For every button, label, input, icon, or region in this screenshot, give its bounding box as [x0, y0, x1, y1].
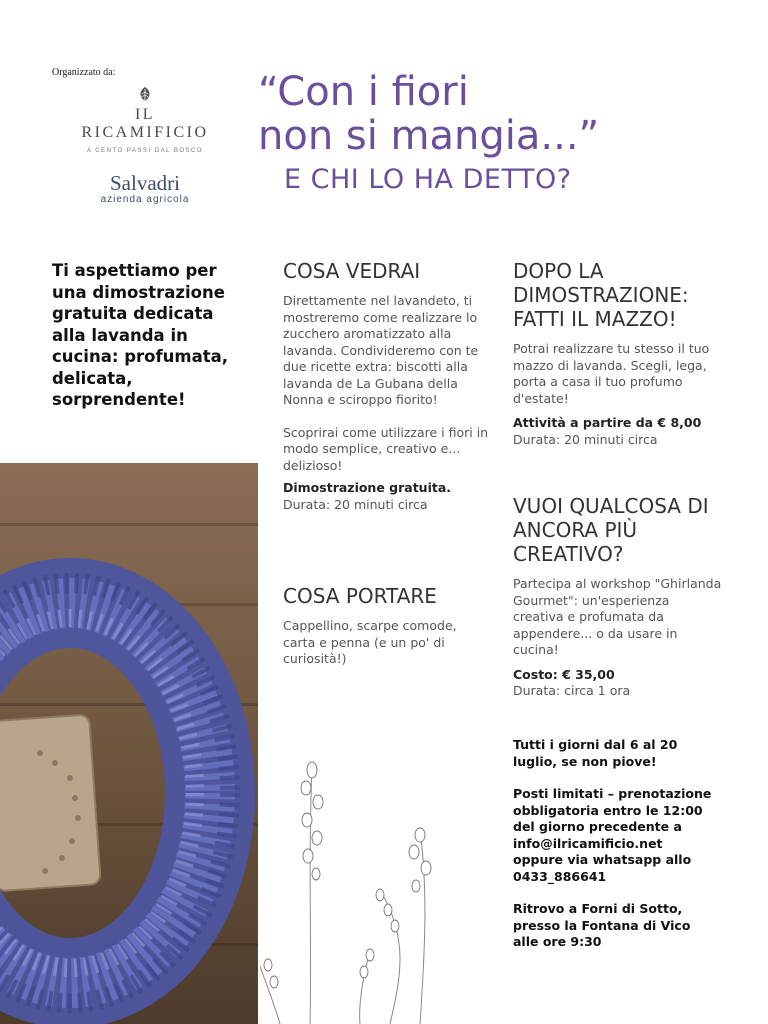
cosa-portare-title: COSA PORTARE [283, 584, 437, 608]
dopo-text: Potrai realizzare tu stesso il tuo mazzo di lavanda. Scegli, lega, porta a casa il tuo profumo d'estate! [513, 341, 710, 406]
workshop-price: Costo: € 35,00 [513, 666, 615, 682]
cosa-vedrai-duration: Durata: 20 minuti circa [283, 496, 428, 512]
workshop-text: Partecipa al workshop "Ghirlanda Gourmet": un'esperienza creativa e profumata da appendere... o da usare in cucina! [513, 576, 722, 657]
headline [258, 70, 599, 198]
salvadri-logo [95, 172, 195, 205]
dopo-price: Attività a partire da € 8,00 [513, 415, 702, 430]
workshop-title: VUOI QUALCOSA DI ANCORA PIÙ CREATIVO? [513, 494, 709, 566]
phone-number[interactable]: 0433_886641 [513, 868, 607, 884]
dopo-section [513, 259, 723, 448]
dates-text: Tutti i giorni dal 6 al 20 luglio, se non piove! [513, 737, 678, 769]
workshop-section [513, 494, 723, 700]
headline-line1: “Con i fiori [258, 69, 469, 115]
meeting-text: Ritrovo a Forni di Sotto, presso la Fontana di Vico alle ore 9:30 [513, 901, 691, 949]
lavender-wreath-photo [0, 463, 258, 1024]
info-section [513, 737, 718, 951]
dopo-duration: Durata: 20 minuti circa [513, 431, 658, 447]
cosa-vedrai-text1: Direttamente nel lavandeto, ti mostreremo come realizzare lo zucchero aromatizzato alla lavanda. Condivideremo con te due ricette extra: biscotti alla lavanda de La Gubana della Nonna e sciroppo fiorito! [283, 293, 479, 407]
leaf-icon [138, 86, 152, 104]
cosa-vedrai-section [283, 259, 498, 513]
logo2-tagline: azienda agricola [100, 194, 190, 205]
whatsapp-text: oppure via whatsapp allo [513, 852, 692, 867]
headline-subtitle: E CHI LO HA DETTO? [284, 164, 572, 195]
email-link[interactable]: info@ilricamificio.net [513, 835, 663, 851]
logo1-name: IL RICAMIFICIO [81, 106, 209, 141]
ricamificio-logo [70, 86, 220, 154]
workshop-duration: Durata: circa 1 ora [513, 683, 631, 698]
cosa-portare-section [283, 584, 488, 668]
logo2-name: Salvadri [110, 171, 180, 195]
organizer-label: Organizzato da: [52, 67, 116, 78]
booking-text: Posti limitati – prenotazione obbligatoria entro le 12:00 del giorno precedente a [513, 786, 712, 834]
lavender-sprig-illustration [260, 750, 460, 1024]
intro-text: Ti aspettiamo per una dimostrazione gratuita dedicata alla lavanda in cucina: profumata, delicata, sorprendente! [52, 261, 229, 409]
cosa-portare-text: Cappellino, scarpe comode, carta e penna (e un po' di curiosità!) [283, 618, 457, 666]
cosa-vedrai-price: Dimostrazione gratuita. [283, 480, 452, 495]
logo1-tagline: A CENTO PASSI DAL BOSCO [86, 148, 204, 154]
headline-line2: non si mangia...” [258, 113, 600, 159]
dopo-title: DOPO LA DIMOSTRAZIONE: FATTI IL MAZZO! [513, 259, 689, 331]
cosa-vedrai-text2: Scoprirai come utilizzare i fiori in modo semplice, creativo e... delizioso! [283, 424, 489, 473]
cosa-vedrai-title: COSA VEDRAI [283, 259, 421, 283]
